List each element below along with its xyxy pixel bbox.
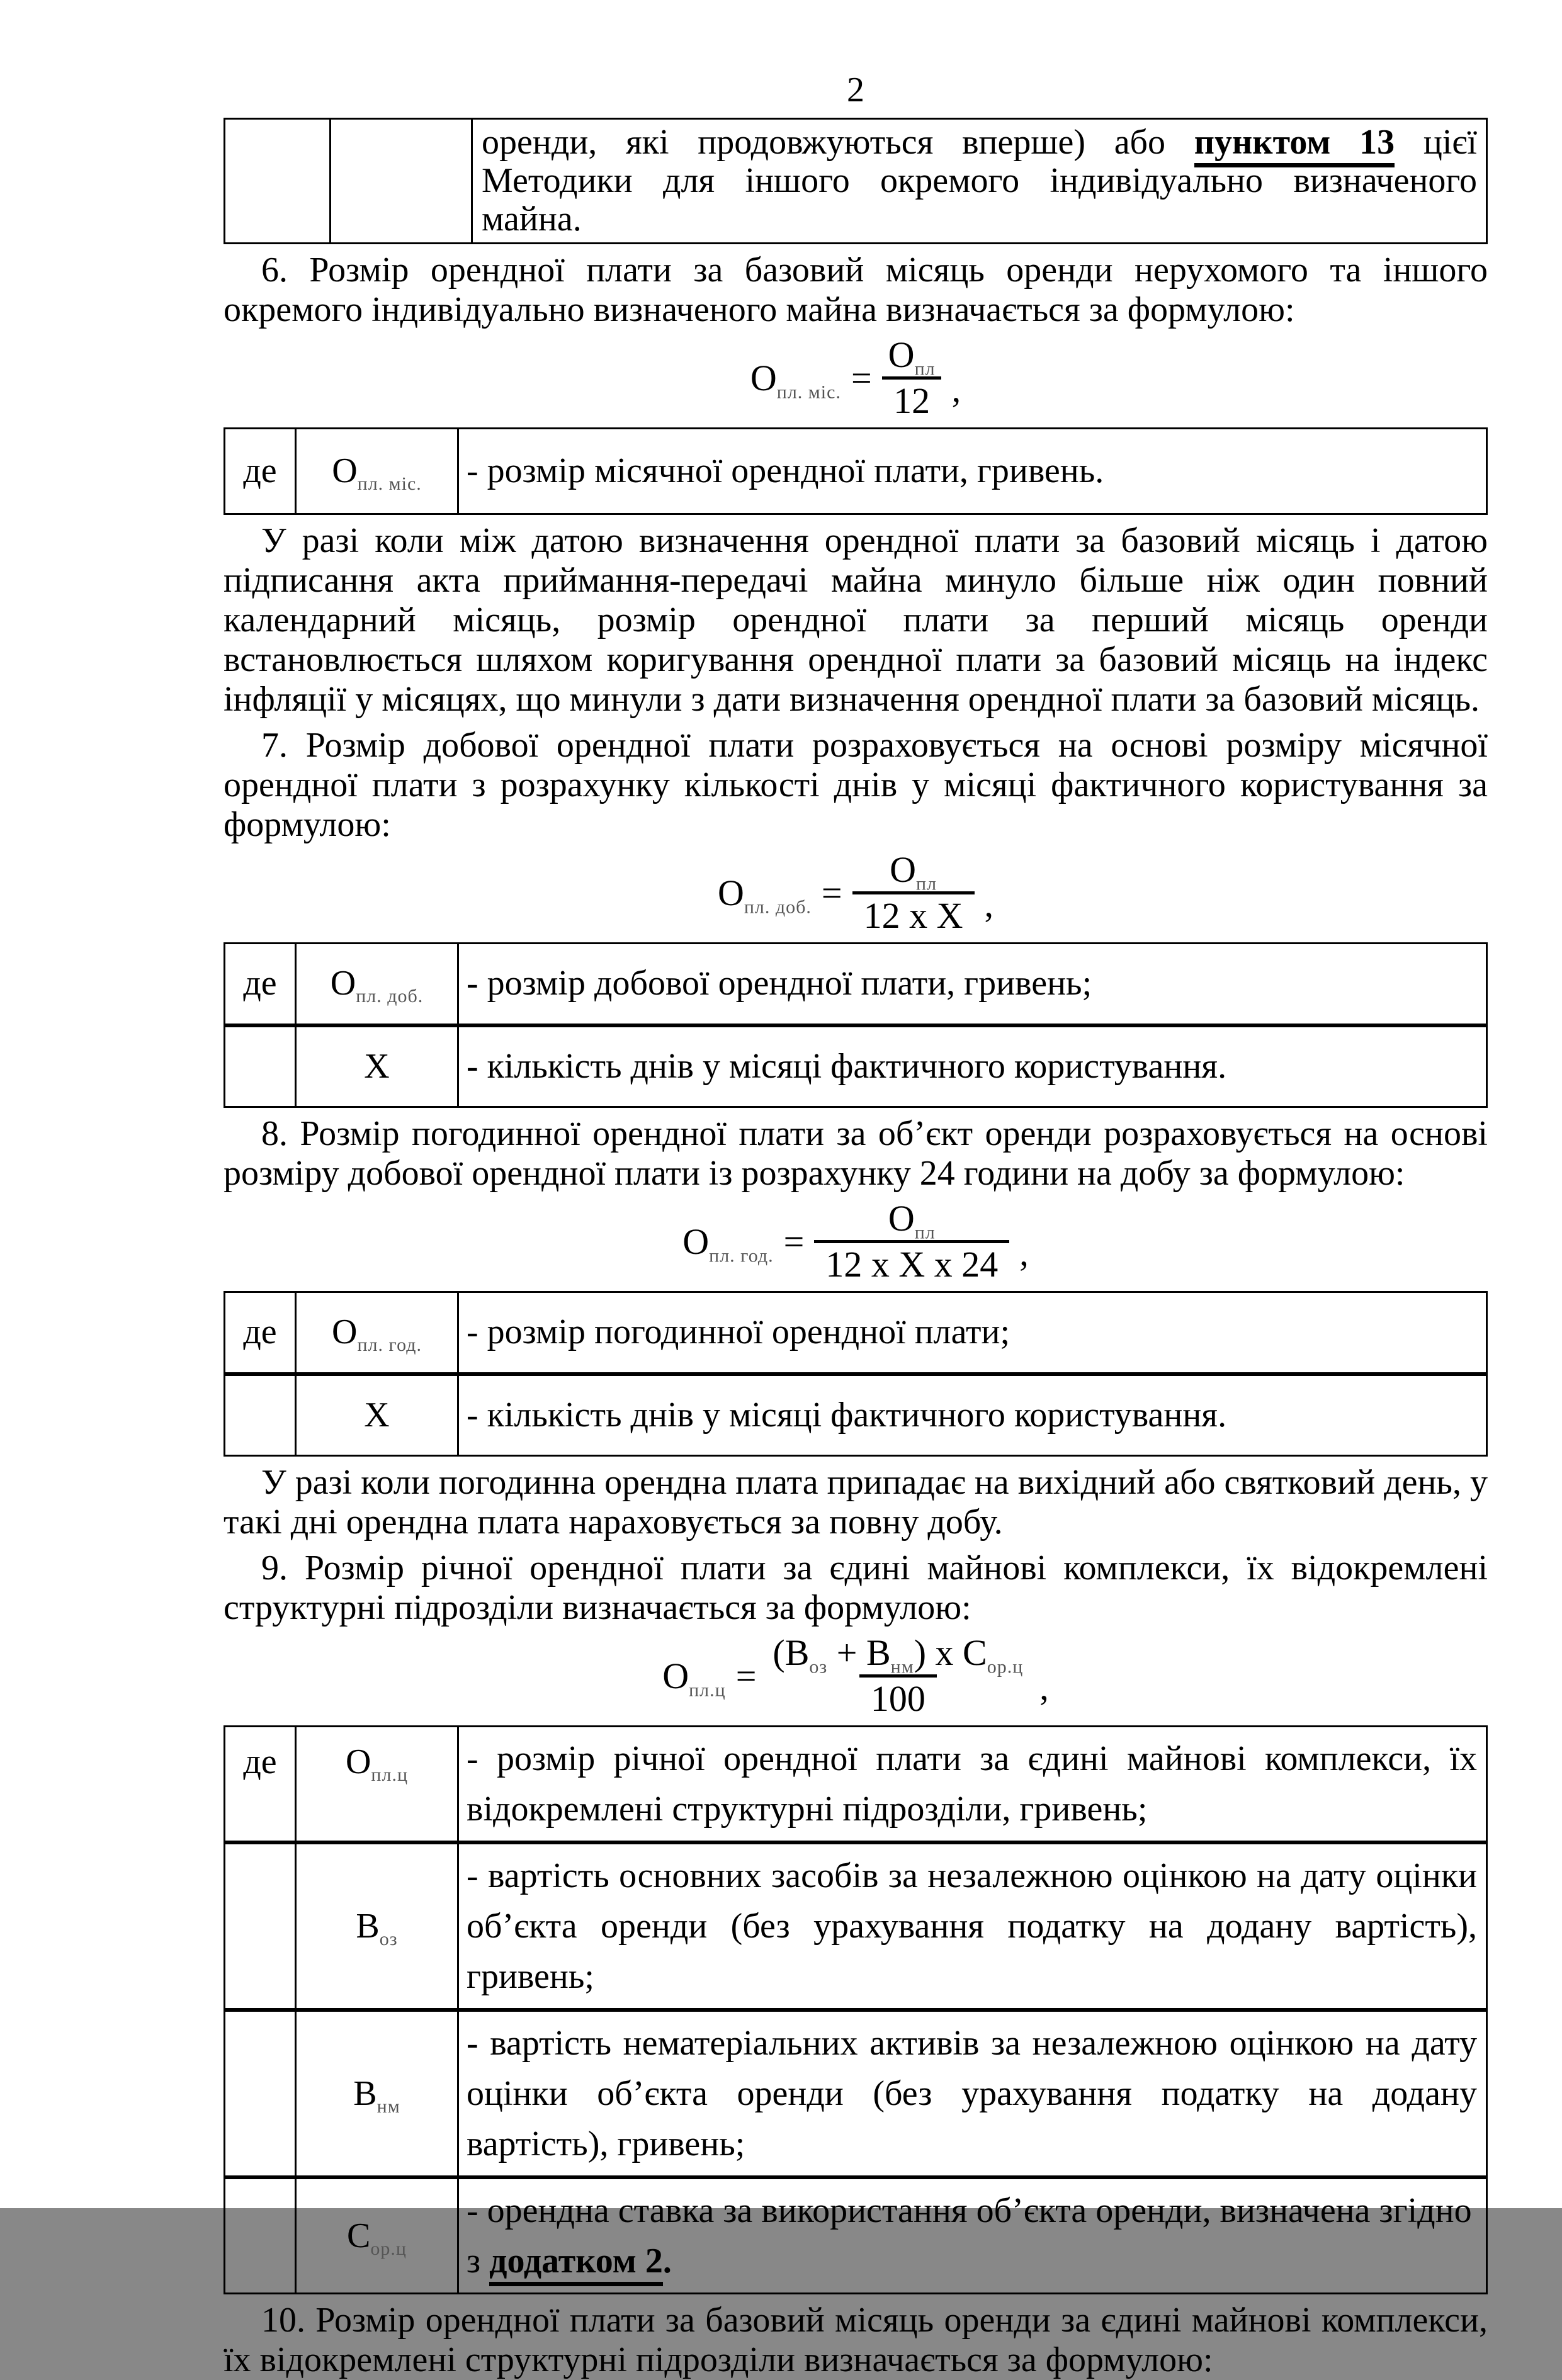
- table-cell-text: [472, 119, 1487, 244]
- table-row: [225, 1727, 1487, 1843]
- formula-monthly-rent: [224, 336, 1488, 420]
- empty-cell: [225, 119, 331, 244]
- fraction: [852, 851, 975, 935]
- fraction: [882, 336, 942, 420]
- symbol-cell: $В_{нм}$: [296, 2010, 458, 2177]
- definitions-table-monthly: [224, 427, 1488, 515]
- text-segment: цієї Методики для іншого окремого індивідуально визначеного майна.: [482, 123, 1477, 239]
- symbol-cell: $В_{оз}$: [296, 1842, 458, 2010]
- denominator: 12 х Х: [852, 891, 975, 935]
- where-cell: [225, 1842, 296, 2010]
- formula-comma: ,: [984, 884, 994, 925]
- where-cell: [225, 2177, 296, 2294]
- paragraph-inflation: У разі коли між датою визначення орендної плати за базовий місяць і датою підписання акта приймання-передачі майна минуло більше ніж один повний календарний місяць, розмір орендної плати за перший місяць оренди встановлюється шляхом коригування орендної плати за базовий місяць на індекс інфляції у місяцях, що минули з дати визначення орендної плати за базовий місяць.: [224, 521, 1488, 719]
- paragraph-6: 6. Розмір орендної плати за базовий місяць оренди нерухомого та іншого окремого індивідуально визначеного майна визначається за формулою:: [224, 251, 1488, 329]
- symbol-cell: $С_{ор.ц}$: [296, 2177, 458, 2294]
- equals-sign: =: [783, 1221, 805, 1262]
- numerator: $О_{пл}$: [890, 849, 937, 894]
- paragraph-7: 7. Розмір добової орендної плати розраховується на основі розміру місячної орендної плати з розрахунку кількості днів у місяці фактичного користування за формулою:: [224, 726, 1488, 844]
- table-row: [225, 1374, 1487, 1456]
- symbol-cell: Х: [296, 1025, 458, 1107]
- text-segment: .: [662, 2242, 672, 2281]
- paragraph-9: 9. Розмір річної орендної плати за єдині майнові комплекси, їх відокремлені структурні підрозділи визначається за формулою:: [224, 1548, 1488, 1627]
- formula-lhs: $О_{пл. доб.}$: [717, 872, 812, 918]
- definitions-table-annual-imc: [224, 1725, 1488, 2294]
- formula-comma: ,: [1019, 1232, 1029, 1273]
- description-cell: - вартість основних засобів за незалежною оцінкою на дату оцінки об’єкта оренди (без урахування податку на додану вартість), гривень;: [458, 1842, 1487, 2010]
- formula-lhs: $О_{пл.ц}$: [662, 1655, 726, 1701]
- formula-comma: ,: [951, 369, 961, 410]
- numerator: $О_{пл}$: [888, 1198, 936, 1243]
- symbol-cell: $О_{пл. міс.}$: [296, 429, 458, 514]
- where-cell: [225, 2010, 296, 2177]
- numerator: $О_{пл}$: [888, 334, 936, 380]
- equals-sign: =: [735, 1655, 757, 1696]
- fraction: [766, 1634, 1029, 1718]
- table-row: [225, 429, 1487, 514]
- formula-annual-rent-imc: [224, 1634, 1488, 1718]
- text-segment: оренди, які продовжуються вперше) або: [482, 123, 1194, 162]
- description-cell: - розмір погодинної орендної плати;: [458, 1292, 1487, 1374]
- description-cell: [458, 2177, 1487, 2294]
- link-punkt-13[interactable]: пунктом 13: [1194, 123, 1395, 167]
- page-number: 2: [847, 70, 864, 110]
- formula-daily-rent: [224, 851, 1488, 935]
- formula-comma: ,: [1039, 1667, 1049, 1708]
- paragraph-8: 8. Розмір погодинної орендної плати за об’єкт оренди розраховується на основі розміру добової орендної плати із розрахунку 24 години на добу за формулою:: [224, 1114, 1488, 1193]
- formula-lhs: $О_{пл. міс.}$: [750, 357, 841, 403]
- where-cell: [225, 1374, 296, 1456]
- equals-sign: =: [821, 872, 842, 913]
- formula-lhs: $О_{пл. год.}$: [682, 1221, 774, 1266]
- symbol-cell: $О_{пл. доб.}$: [296, 944, 458, 1025]
- table-row: [225, 2177, 1487, 2294]
- description-cell: - кількість днів у місяці фактичного користування.: [458, 1374, 1487, 1456]
- where-cell: де: [225, 944, 296, 1025]
- description-cell: - розмір добової орендної плати, гривень;: [458, 944, 1487, 1025]
- description-cell: - розмір місячної орендної плати, гривень.: [458, 429, 1487, 514]
- link-dodatok-2[interactable]: додатком 2: [489, 2242, 663, 2286]
- equals-sign: =: [851, 357, 872, 398]
- table-row: [225, 1292, 1487, 1374]
- where-cell: де: [225, 429, 296, 514]
- text-segment: - орендна ставка за використання об’єкта оренди, визначена згідно: [467, 2191, 1472, 2230]
- paragraph-10: 10. Розмір орендної плати за базовий місяць оренди за єдині майнові комплекси, їх відокремлені структурні підрозділи визначається за формулою:: [224, 2301, 1488, 2379]
- text-segment: з: [467, 2242, 490, 2281]
- description-cell: - розмір річної орендної плати за єдині майнові комплекси, їх відокремлені структурні підрозділи, гривень;: [458, 1727, 1487, 1843]
- description-cell: - вартість нематеріальних активів за незалежною оцінкою на дату оцінки об’єкта оренди (без урахування податку на додану вартість), гривень;: [458, 2010, 1487, 2177]
- fraction: [814, 1200, 1009, 1283]
- where-cell: де: [225, 1727, 296, 1843]
- definitions-table-daily: [224, 942, 1488, 1108]
- numerator: $(В_{оз} + В_{нм})$ х $С_{ор.ц}$: [773, 1632, 1024, 1678]
- continued-table-fragment: [224, 118, 1488, 244]
- empty-cell: [331, 119, 472, 244]
- denominator: 100: [859, 1674, 937, 1718]
- paragraph-holiday: У разі коли погодинна орендна плата припадає на вихідний або святковий день, у такі дні орендна плата нараховується за повну добу.: [224, 1463, 1488, 1542]
- definitions-table-hourly: [224, 1291, 1488, 1457]
- where-cell: [225, 1025, 296, 1107]
- where-cell: де: [225, 1292, 296, 1374]
- formula-hourly-rent: [224, 1200, 1488, 1283]
- symbol-cell: Х: [296, 1374, 458, 1456]
- table-row: [225, 1025, 1487, 1107]
- symbol-cell: $О_{пл.ц}$: [296, 1727, 458, 1843]
- table-row: [225, 1842, 1487, 2010]
- description-cell: - кількість днів у місяці фактичного користування.: [458, 1025, 1487, 1107]
- table-row: [225, 944, 1487, 1025]
- table-row: [225, 2010, 1487, 2177]
- denominator: 12: [882, 376, 941, 420]
- symbol-cell: $О_{пл. год.}$: [296, 1292, 458, 1374]
- table-row: [225, 119, 1487, 244]
- denominator: 12 х Х х 24: [814, 1240, 1009, 1283]
